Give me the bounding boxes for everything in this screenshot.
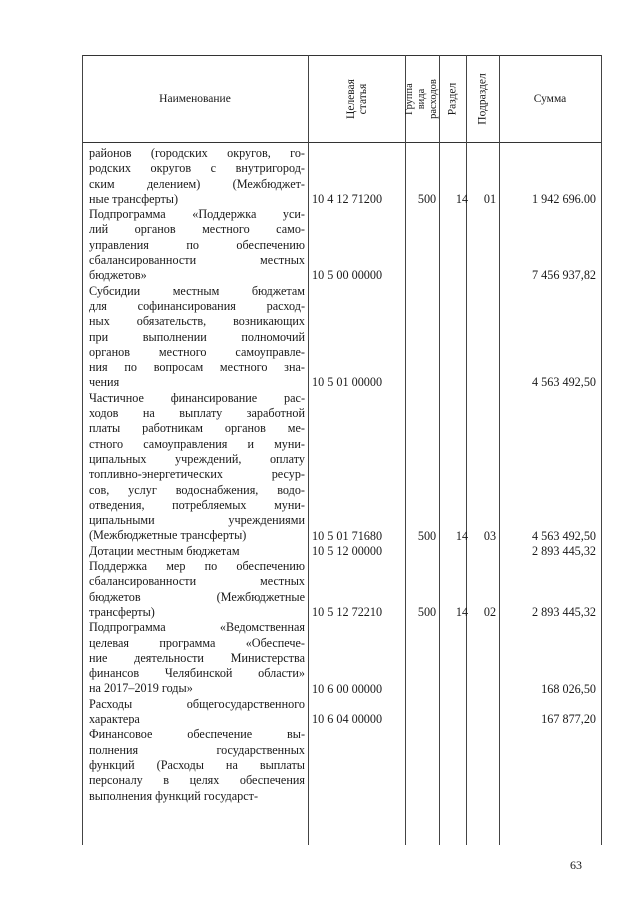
- row-name-line: сбалансированности местных: [89, 574, 305, 589]
- row-name: [89, 146, 305, 207]
- row-target-code: 10 5 01 71680: [312, 528, 383, 543]
- row-name-line: отведения, потребляемых муни-: [89, 497, 305, 512]
- row-group: 500: [417, 191, 437, 206]
- row-section: 14: [455, 528, 469, 543]
- table-row: [82, 727, 602, 804]
- row-name-line: Подпрограмма «Ведомственная: [89, 620, 305, 635]
- table-row: [82, 697, 602, 728]
- row-target-code: 10 6 00 00000: [312, 681, 383, 696]
- row-name-line: (Межбюджетные трансферты): [89, 528, 247, 543]
- row-name: [89, 544, 305, 559]
- row-name-line: персоналу в целях обеспечения: [89, 773, 305, 788]
- row-name-line: Частичное финансирование рас-: [89, 390, 305, 405]
- row-name-line: управления по обеспечению: [89, 237, 305, 252]
- row-name: [89, 727, 305, 803]
- row-name: [89, 559, 305, 620]
- row-name-line: чения: [89, 375, 120, 390]
- row-amount: 1 942 696.00: [532, 191, 596, 206]
- row-name-line: сбалансированности местных: [89, 253, 305, 268]
- table-row: [82, 559, 602, 620]
- row-name-line: ные трансферты): [89, 191, 179, 206]
- row-name-line: ским делением) (Межбюджет-: [89, 176, 305, 191]
- header-subsection-text: Подраздел: [476, 72, 489, 125]
- row-amount: 4 563 492,50: [532, 375, 596, 390]
- row-name-line: ние деятельности Министерства: [89, 650, 305, 665]
- row-amount: 2 893 445,32: [532, 604, 596, 619]
- row-name-line: для софинансирования расход-: [89, 298, 305, 313]
- row-amount: 168 026,50: [541, 681, 596, 696]
- row-name-line: органов местного самоуправле-: [89, 344, 305, 359]
- row-name-line: районов (городских округов, го-: [89, 146, 305, 160]
- row-name-line: платы работникам органов ме-: [89, 421, 305, 436]
- row-amount: 2 893 445,32: [532, 543, 596, 558]
- row-name-line: ципальными учреждениями: [89, 513, 305, 528]
- row-name: [89, 697, 305, 728]
- table-row: [82, 620, 602, 697]
- row-group: 500: [417, 528, 437, 543]
- row-name-line: ходов на выплату заработной: [89, 406, 305, 421]
- row-section: 14: [455, 191, 469, 206]
- header-section-text: Раздел: [446, 82, 459, 115]
- row-name-line: Расходы общегосударственного: [89, 696, 305, 711]
- row-amount: 7 456 937,82: [532, 268, 596, 283]
- header-group-text: Группа вида расходов: [404, 78, 439, 119]
- row-name-line: Подпрограмма «Поддержка уси-: [89, 207, 305, 222]
- table-row: [82, 146, 602, 207]
- row-name: [89, 391, 305, 544]
- row-name-line: лий органов местного само-: [89, 222, 305, 237]
- row-name-line: полнения государственных: [89, 742, 305, 757]
- row-target-code: 10 5 00 00000: [312, 268, 383, 283]
- row-target-code: 10 6 04 00000: [312, 712, 383, 727]
- header-subsection: [466, 55, 499, 142]
- row-name-line: бюджетов (Межбюджетные: [89, 589, 305, 604]
- table-row: [82, 207, 602, 284]
- header-target: [308, 55, 405, 142]
- row-name-line: целевая программа «Обеспече-: [89, 635, 305, 650]
- row-name-line: характера: [89, 712, 140, 727]
- row-name-line: ния по вопросам местного зна-: [89, 360, 305, 375]
- row-group: 500: [417, 604, 437, 619]
- header-amount: [499, 55, 601, 142]
- row-name: [89, 284, 305, 391]
- row-subsection: 01: [483, 191, 497, 206]
- row-subsection: 02: [483, 604, 497, 619]
- row-name-line: Субсидии местным бюджетам: [89, 283, 305, 298]
- row-target-code: 10 5 01 00000: [312, 375, 383, 390]
- page-number: 63: [570, 858, 582, 872]
- row-section: 14: [455, 604, 469, 619]
- header-target-text: Целевая статья: [344, 78, 369, 119]
- header-section: [439, 55, 466, 142]
- table-row: [82, 544, 602, 559]
- row-name-line: на 2017–2019 годы»: [89, 681, 193, 696]
- header-name: [82, 55, 308, 142]
- row-name-line: стного самоуправления и муни-: [89, 436, 305, 451]
- header-name-text: Наименование: [159, 92, 231, 105]
- row-name: [89, 207, 305, 283]
- row-amount: 4 563 492,50: [532, 528, 596, 543]
- row-name-line: ных обязательств, возникающих: [89, 314, 305, 329]
- row-target-code: 10 5 12 00000: [312, 543, 383, 558]
- row-name-line: Дотации местным бюджетам: [89, 543, 240, 558]
- row-name-line: Финансовое обеспечение вы-: [89, 727, 305, 742]
- row-name-line: ципальных учреждений, оплату: [89, 451, 305, 466]
- row-name-line: бюджетов»: [89, 268, 147, 283]
- row-name-line: сов, услуг водоснабжения, водо-: [89, 482, 305, 497]
- row-name-line: родских округов с внутригород-: [89, 161, 305, 176]
- row-target-code: 10 5 12 72210: [312, 604, 383, 619]
- header-bottom-border: [82, 142, 602, 143]
- row-name-line: при выполнении полномочий: [89, 329, 305, 344]
- table-row: [82, 284, 602, 391]
- row-subsection: 03: [483, 528, 497, 543]
- row-name-line: функций (Расходы на выплаты: [89, 757, 305, 772]
- row-name-line: Поддержка мер по обеспечению: [89, 559, 305, 574]
- row-name-line: трансферты): [89, 604, 155, 619]
- row-amount: 167 877,20: [541, 712, 596, 727]
- row-name: [89, 620, 305, 696]
- header-amount-text: Сумма: [533, 92, 567, 105]
- row-name-line: финансов Челябинской области»: [89, 666, 305, 681]
- table-row: [82, 391, 602, 544]
- header-group: [405, 55, 439, 142]
- row-target-code: 10 4 12 71200: [312, 191, 383, 206]
- row-name-line: выполнения функций государст-: [89, 788, 259, 803]
- row-name-line: топливно-энергетических ресур-: [89, 467, 305, 482]
